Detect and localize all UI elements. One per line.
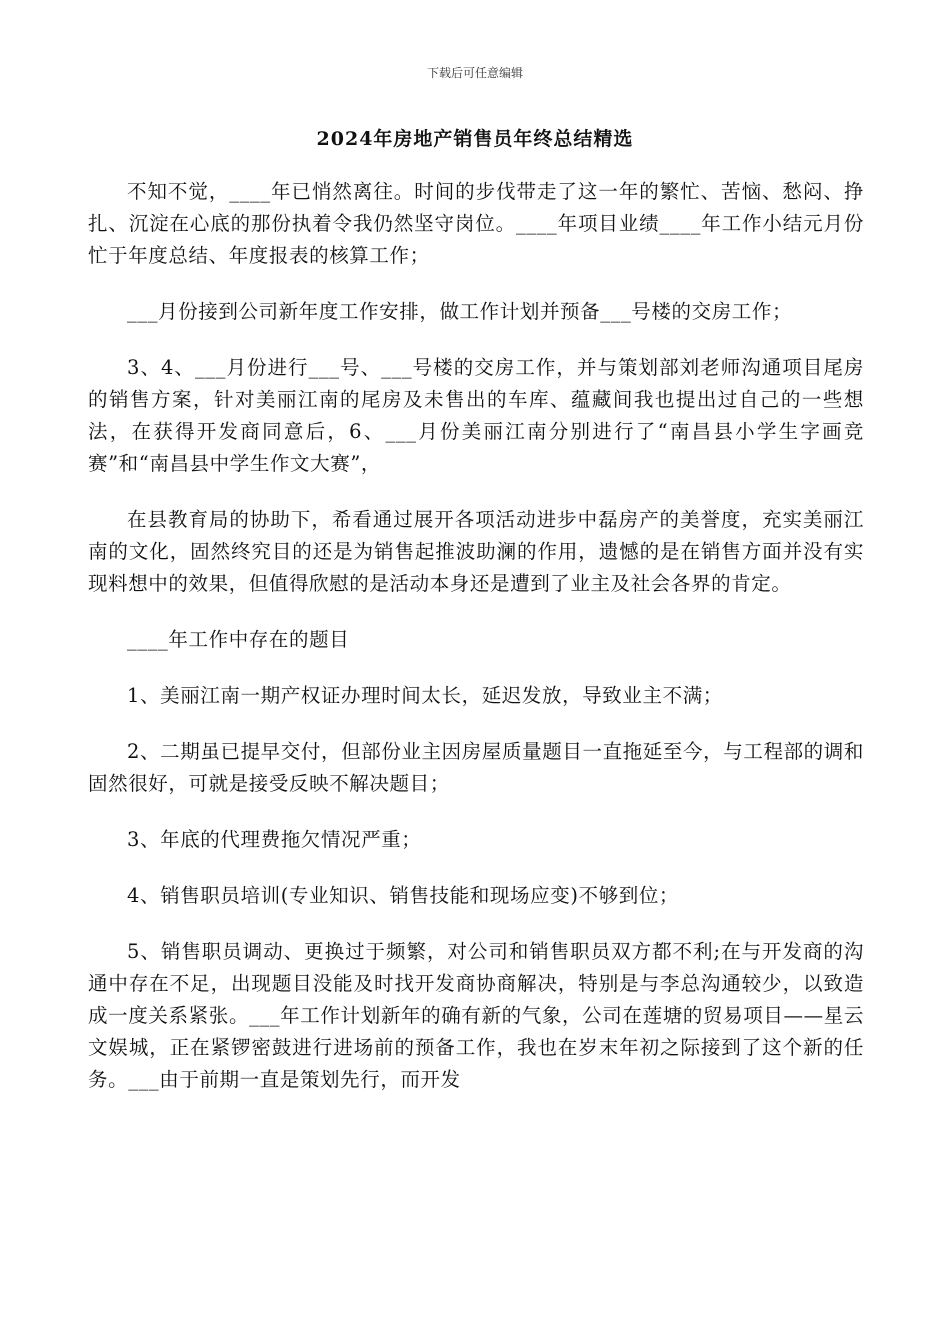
paragraph-10: 5、销售职员调动、更换过于频繁，对公司和销售职员双方都不利;在与开发商的沟通中存在不足，出现题目没能及时找开发商协商解决，特别是与李总沟通较少，以致造成一度关系紧张。___年工作计划新年的确有新的气象，公司在莲塘的贸易项目——星云文娱城，正在紧锣密鼓进行进场前的预备工作，我也在岁末年初之际接到了这个新的任务。___由于前期一直是策划先行，而开发	[88, 940, 864, 1091]
paragraph-4: 在县教育局的协助下，希看通过展开各项活动进步中磊房产的美誉度，充实美丽江南的文化，固然终究目的还是为销售起推波助澜的作用，遗憾的是在销售方面并没有实现料想中的效果，但值得欣慰的是活动本身还是遭到了业主及社会各界的肯定。	[88, 508, 864, 595]
paragraph-8: 3、年底的代理费拖欠情况严重；	[127, 828, 422, 851]
paragraph-1: 不知不觉，____年已悄然离往。时间的步伐带走了这一年的繁忙、苦恼、愁闷、挣扎、沉淀在心底的那份执着令我仍然坚守岗位。____年项目业绩____年工作小结元月份忙于年度总结、年度报表的核算工作；	[88, 180, 864, 267]
paragraph-2: ___月份接到公司新年度工作安排，做工作计划并预备___号楼的交房工作；	[127, 300, 793, 323]
paragraph-3: 3、4、___月份进行___号、___号楼的交房工作，并与策划部刘老师沟通项目尾房的销售方案，针对美丽江南的尾房及未售出的车库、蕴藏间我也提出过自己的一些想法，在获得开发商同意后，6、___月份美丽江南分别进行了“南昌县小学生字画竞赛”和“南昌县中学生作文大赛”，	[88, 356, 864, 475]
paragraph-5: ____年工作中存在的题目	[127, 628, 350, 651]
paragraph-9: 4、销售职员培训(专业知识、销售技能和现场应变)不够到位；	[127, 884, 680, 907]
header-note: 下载后可任意编辑	[426, 66, 523, 80]
paragraph-7: 2、二期虽已提早交付，但部份业主因房屋质量题目一直拖延至今，与工程部的调和固然很好，可就是接受反映不解决题目；	[88, 740, 864, 795]
document-title: 2024年房地产销售员年终总结精选	[316, 128, 634, 150]
document-body	[88, 176, 864, 1120]
paragraph-6: 1、美丽江南一期产权证办理时间太长，延迟发放，导致业主不满；	[127, 684, 723, 707]
